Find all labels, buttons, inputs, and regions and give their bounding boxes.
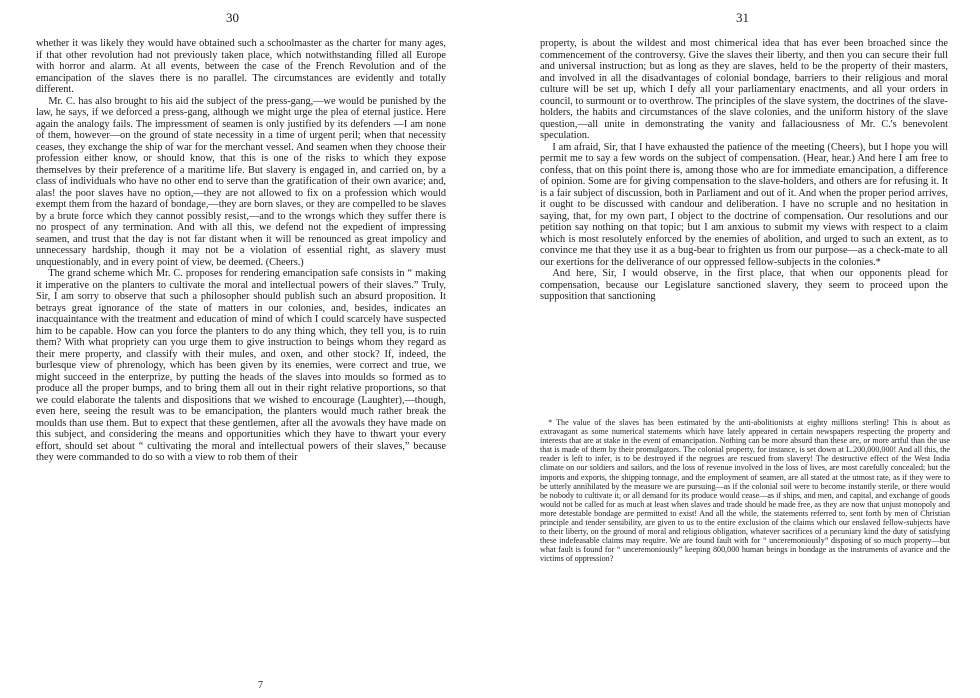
- paragraph: The grand scheme which Mr. C. proposes for rendering emancipation safe consists in “ making it imperative on the planters to cultivate the moral and intellectual powers of their slaves.” Truly, Sir, I am sorry to observe that such a philosopher should publish such an absurd proposition. It betrays great ignorance of the state of matters in our colonies, and, besides, indicates an inacquaintance with the treatment and education of mind of which I could scarcely have suspected him to be capable. How can you force the planters to do any thing which, they tell you, is to ruin them? With what propriety can you urge them to give instruction to beings whom they regard as their mere property, and classify with their mules, and oxen, and other stock? If, indeed, the burlesque view of phrenology, which has been given by its enemies, were correct and true, we might succeed in the enterprize, by putting the heads of the slaves into moulds so formed as to produce all the proper bumps, and to bring them all out in their right relative proportions, so that we could elaborate the talents and dispositions that we wished to encourage (Laughter),—though, even here, seeing the result was to be emancipation, the planters would much rather break the moulds than use them. But to expect that these gentlemen, after all the avowals they have made on this subject, and considering the means and opportunities which they have to thwart your every effort, should set about “ cultivating the moral and intellectual powers of their slaves,” because they were commanded to do so with a view to rob them of their: [36, 268, 446, 463]
- paragraph: property, is about the wildest and most chimerical idea that has ever been broached since the commencement of the controversy. Give the slaves their liberty, and then you can secure their full and universal instruction; but as long as they are slaves, held to be the property of their masters, and involved in all the disadvantages of colonial bondage, barriers to their religious and moral culture will be set up, which I defy all your parliamentary enactments, and all your orders in council, to surmount or to overthrow. The principles of the slave system, the doctrines of the slave-holders, the habits and circumstances of the slave colonies, and the uniform history of the slave question,—all unite in demonstrating the vanity and fallaciousness of Mr. C.'s benevolent speculation.: [540, 38, 948, 141]
- signature-mark: 7: [258, 680, 263, 691]
- paragraph: I am afraid, Sir, that I have exhausted the patience of the meeting (Cheers), but I hope you will permit me to say a few words on the subject of compensation. (Hear, hear.) And here I am free to confess, that on this point there is, among those who are for immediate emancipation, a difference of opinion. Some are for giving compensation to the slave-holders, and others are for refusing it. It is a fair subject of discussion, both in Parliament and out of it. And when the proper period arrives, it ought to be discussed with candour and deliberation. I have no scruple and no hesitation in saying, that, for my own part, I object to the doctrine of compensation. Our resolutions and our petition say nothing on that topic; but I am anxious to submit my views with respect to a claim which is most resolutely enforced by the enemies of abolition, and urged to such an extent, as to convince me that they use it as a bug-bear to frighten us from our purpose—as a check-mate to all our exertions for the deliverance of our oppressed fellow-subjects in the colonies.*: [540, 141, 948, 268]
- page-number: 30: [226, 10, 239, 25]
- page-number: 31: [736, 10, 749, 25]
- footnote: [540, 418, 950, 564]
- paragraph: whether it was likely they would have obtained such a schoolmaster as the charter for many ages, if that other revolution had not previously taken place, which notwithstanding filled all Europe with horror and alarm. At all events, between the case of the French Revolution and of the emancipation of the slaves there is no parallel. The circumstances are evidently and totally different.: [36, 38, 446, 95]
- paragraph: And here, Sir, I would observe, in the first place, that when our opponents plead for compensation, because our Legislature sanctioned slavery, they seem to proceed upon the supposition that sanctioning: [540, 268, 948, 302]
- paragraph: Mr. C. has also brought to his aid the subject of the press-gang,—we would be punished by the law, he says, if we deforced a press-gang, although we might urge the plea of eternal justice. Here again the analogy fails. The impressment of seamen is only justified by its defenders —I am none of them, however—on the ground of state necessity in a time of urgent peril; when that necessity ceases, they exchange the ship of war for the merchant vessel. And seamen when they choose their profession either know, or should know, that this is one of the risks to which they expose themselves by their preference of a maritime life. But slavery is engaged in, and carried on, by a class of individuals who have no other end to serve than the gratification of their own avarice; and, alas! the poor slaves have no option,—they are not allowed to fix on a profession which would exempt them from the hazard of bondage,—they are born slaves, or they are compelled to be slaves by a brute force which they cannot possibly resist,—and to the wrongs which they suffer there is no prospect of any termination. And with all this, we defend not the expedient of impressing seamen, and trust that the day is not far distant when it will be renounced as great impolicy and unnecessary hardship, though it may not be a violation of essential right, as slavery must unquestionably, and in every point of view, be deemed. (Cheers.): [36, 95, 447, 268]
- right-column: [540, 38, 948, 303]
- left-column: [36, 38, 446, 464]
- footnote-text: * The value of the slaves has been estimated by the anti-abolitionists at eighty millions sterling! This is about as extravagant as some numerical statements which have lately appeared in certain newspapers respecting the property and interests that are at stake in the event of emancipation. Nothing can be more absurd than these are, or more artful than the use that is made of them by their promulgators. The colonial property, for instance, is set down at L.200,000,000! And all this, the reader is left to infer, is to be destroyed if the negroes are rescued from slavery! The destructive effect of the West India climate on our soldiers and sailors, and the loss of revenue involved in the loss of lives, are most carefully concealed; but the imports and exports, the shipping tonnage, and the employment of seamen, are all stated at the utmost rate, as if they were to be utterly annihilated by the measure we are pursuing—as if the colonial soil were to become instantly sterile, or there would be nobody to cultivate it, or all demand for its produce would cease—as if ships, and men, and capital, and exchange of goods would not be called for as much at least when slaves and trade should be made free, as they are now that unjust monopoly and more detestable bondage are permitted to exist! And all the while, the statements referred to, sent forth by men of Christian principle and tender sensibility, are given to us to the entire exclusion of the claims which our enslaved fellow-subjects have to their liberty, on the ground of moral and religious obligation, whatever sacrifices of a pecuniary kind the duty of satisfying these indefeasable claims may require. We are found fault with for “ unceremoniously” disposing of so much property—but what fault is found for “ unceremoniously” keeping 800,000 human beings in bondage as the instruments of avarice and the victims of oppression?: [540, 418, 950, 564]
